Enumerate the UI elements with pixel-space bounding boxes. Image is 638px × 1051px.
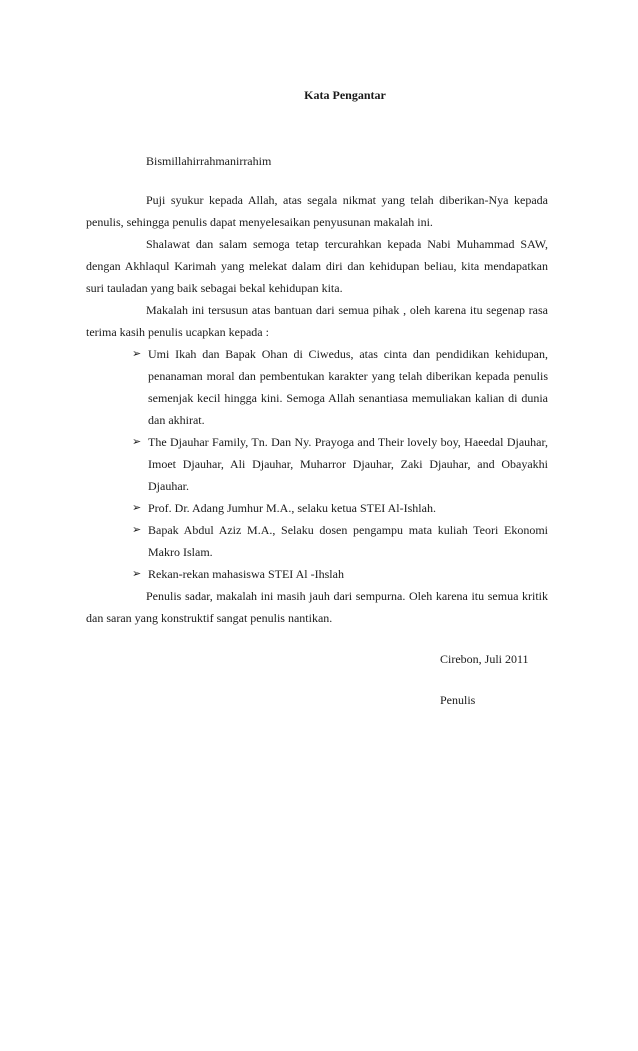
thanks-list xyxy=(86,343,548,585)
list-item xyxy=(86,431,548,497)
opening-basmalah: Bismillahirrahmanirrahim xyxy=(146,154,272,168)
arrow-bullet-icon: ➢ xyxy=(132,435,142,448)
signature: Penulis xyxy=(440,693,476,707)
paragraph-closing: Penulis sadar, makalah ini masih jauh dari sempurna. Oleh karena itu semua kritik dan saran yang konstruktif sangat penulis nantikan. xyxy=(86,589,548,625)
document-body xyxy=(86,150,548,711)
arrow-bullet-icon: ➢ xyxy=(132,567,142,580)
paragraph-thanks-intro: Makalah ini tersusun atas bantuan dari semua pihak , oleh karena itu segenap rasa terima kasih penulis ucapkan kepada : xyxy=(86,303,548,339)
spacer xyxy=(86,670,548,689)
paragraph-gratitude: Puji syukur kepada Allah, atas segala nikmat yang telah diberikan-Nya kepada penulis, sehingga penulis dapat menyelesaikan penyusunan makalah ini. xyxy=(86,193,548,229)
place-date: Cirebon, Juli 2011 xyxy=(440,652,529,666)
list-item xyxy=(86,519,548,563)
list-item-text: Rekan-rekan mahasiswa STEI Al -Ihslah xyxy=(148,567,344,581)
arrow-bullet-icon: ➢ xyxy=(132,501,142,514)
list-item xyxy=(86,497,548,519)
arrow-bullet-icon: ➢ xyxy=(132,347,142,360)
list-item-text: Bapak Abdul Aziz M.A., Selaku dosen pengampu mata kuliah Teori Ekonomi Makro Islam. xyxy=(148,523,548,559)
list-item xyxy=(86,343,548,431)
page-title: Kata Pengantar xyxy=(304,88,386,102)
list-item-text: The Djauhar Family, Tn. Dan Ny. Prayoga and Their lovely boy, Haeedal Djauhar, Imoet Djauhar, Ali Djauhar, Muharror Djauhar, Zaki Djauhar, and Obayakhi Djauhar. xyxy=(148,435,548,493)
spacer xyxy=(86,629,548,648)
list-item-text: Umi Ikah dan Bapak Ohan di Ciwedus, atas cinta dan pendidikan kehidupan, penanaman moral dan pembentukan karakter yang telah diberikan kepada penulis semenjak kecil hingga kini. Semoga Allah senantiasa memuliakan kalian di dunia dan akhirat. xyxy=(148,347,548,427)
list-item xyxy=(86,563,548,585)
paragraph-shalawat: Shalawat dan salam semoga tetap tercurahkan kepada Nabi Muhammad SAW, dengan Akhlaqul Karimah yang melekat dalam diri dan kehidupan beliau, kita mendapatkan suri tauladan yang baik sebagai bekal kehidupan kita. xyxy=(86,237,548,295)
arrow-bullet-icon: ➢ xyxy=(132,523,142,536)
list-item-text: Prof. Dr. Adang Jumhur M.A., selaku ketua STEI Al-Ishlah. xyxy=(148,501,436,515)
